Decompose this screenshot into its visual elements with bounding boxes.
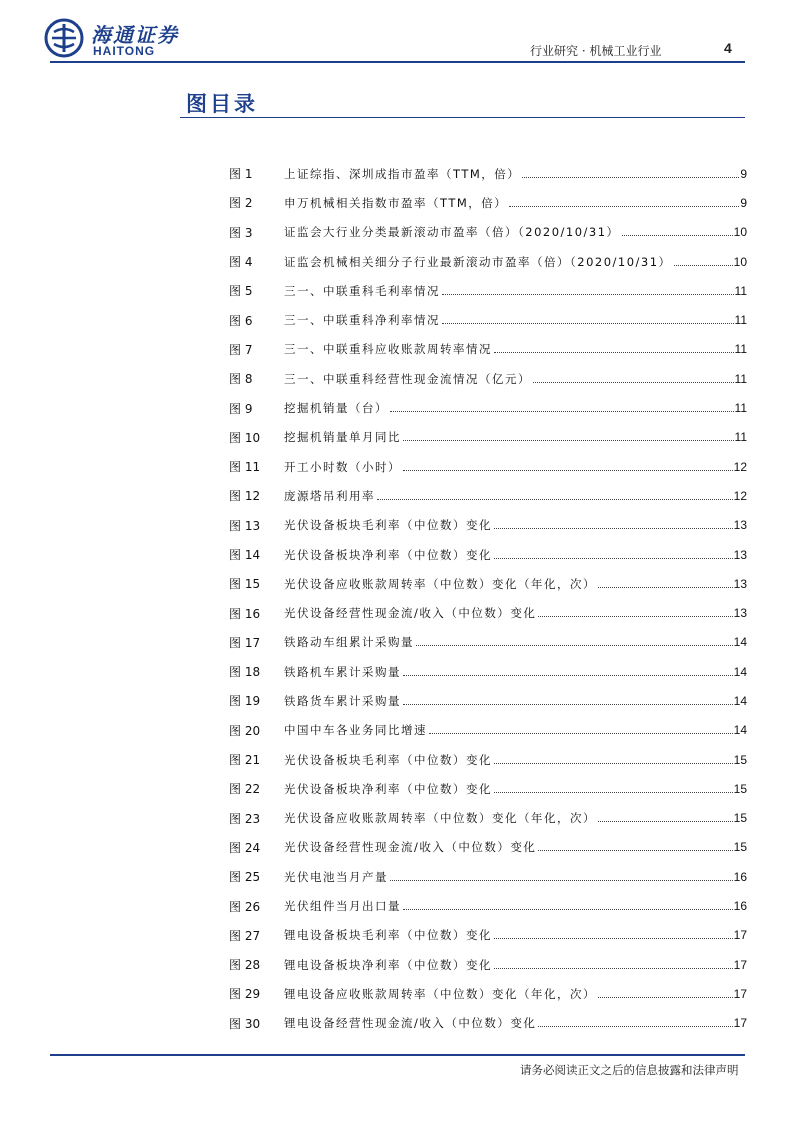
toc-entry[interactable] (229, 540, 747, 569)
toc-figure-label: 图 9 (229, 401, 253, 416)
toc-figure-title: 铁路货车累计采购量 (284, 693, 401, 708)
toc-figure-label: 图 19 (229, 694, 261, 709)
toc-figure-label: 图 22 (229, 782, 261, 797)
toc-entry[interactable] (229, 511, 747, 540)
toc-figure-title: 光伏设备应收账款周转率（中位数）变化（年化，次） (284, 576, 596, 591)
toc-page-number: 17 (733, 1016, 747, 1031)
toc-entry[interactable] (229, 364, 747, 393)
toc-figure-label: 图 8 (229, 372, 253, 387)
toc-figure-label: 图 18 (229, 665, 261, 680)
toc-entry[interactable] (229, 628, 747, 657)
toc-page-number: 9 (740, 195, 747, 210)
toc-figure-title: 中国中车各业务同比增速 (284, 723, 427, 738)
footer-disclaimer: 请务必阅读正文之后的信息披露和法律声明 (520, 1063, 739, 1077)
toc-entry[interactable] (229, 423, 747, 452)
toc-page-number: 11 (734, 342, 747, 357)
toc-entry[interactable] (229, 569, 747, 598)
toc-figure-label: 图 16 (229, 606, 261, 621)
toc-page-number: 13 (733, 547, 747, 562)
toc-figure-title: 三一、中联重科净利率情况 (284, 313, 440, 328)
toc-figure-title: 铁路动车组累计采购量 (284, 635, 414, 650)
toc-figure-label: 图 1 (229, 167, 253, 182)
toc-figure-title: 光伏设备经营性现金流/收入（中位数）变化 (284, 606, 537, 621)
toc-leader-dots (622, 234, 733, 236)
toc-figure-label: 图 25 (229, 870, 261, 885)
toc-leader-dots (390, 879, 733, 881)
toc-page-number: 15 (733, 811, 747, 826)
toc-figure-label: 图 28 (229, 958, 261, 973)
toc-page-number: 12 (733, 459, 747, 474)
toc-leader-dots (522, 176, 739, 178)
toc-figure-label: 图 15 (229, 577, 261, 592)
toc-figure-title: 证监会大行业分类最新滚动市盈率（倍）（2020/10/31） (284, 225, 620, 240)
toc-entry[interactable] (229, 276, 747, 305)
toc-page-number: 14 (733, 664, 747, 679)
toc-entry[interactable] (229, 979, 747, 1008)
toc-figure-title: 锂电设备板块净利率（中位数）变化 (284, 957, 492, 972)
toc-page-number: 17 (733, 957, 747, 972)
toc-leader-dots (416, 644, 733, 646)
toc-page-number: 13 (733, 576, 747, 591)
figure-list (229, 159, 747, 1038)
toc-leader-dots (538, 849, 732, 851)
toc-entry[interactable] (229, 833, 747, 862)
toc-page-number: 14 (733, 635, 747, 650)
toc-entry[interactable] (229, 218, 747, 247)
toc-leader-dots (538, 1025, 732, 1027)
toc-entry[interactable] (229, 862, 747, 891)
toc-page-number: 15 (733, 781, 747, 796)
toc-entry[interactable] (229, 686, 747, 715)
toc-leader-dots (494, 791, 733, 793)
toc-figure-title: 光伏组件当月出口量 (284, 899, 401, 914)
toc-figure-label: 图 4 (229, 255, 253, 270)
toc-figure-title: 光伏设备板块毛利率（中位数）变化 (284, 752, 492, 767)
toc-entry[interactable] (229, 716, 747, 745)
toc-figure-title: 光伏设备经营性现金流/收入（中位数）变化 (284, 840, 537, 855)
toc-figure-label: 图 20 (229, 723, 261, 738)
toc-figure-title: 开工小时数（小时） (284, 459, 401, 474)
logo-name-en: HAITONG (93, 44, 156, 58)
toc-figure-title: 挖掘机销量单月同比 (284, 430, 401, 445)
toc-figure-label: 图 14 (229, 548, 261, 562)
haitong-logo-icon (44, 18, 84, 58)
toc-page-number: 11 (734, 371, 747, 386)
header-divider (50, 61, 745, 63)
toc-entry[interactable] (229, 657, 747, 686)
toc-leader-dots (598, 820, 733, 822)
toc-entry[interactable] (229, 774, 747, 803)
toc-page-number: 9 (740, 166, 747, 181)
toc-figure-label: 图 29 (229, 987, 261, 1002)
toc-leader-dots (442, 322, 734, 324)
toc-page-number: 11 (734, 401, 747, 416)
toc-figure-title: 光伏电池当月产量 (284, 869, 388, 884)
toc-figure-title: 三一、中联重科应收账款周转率情况 (284, 342, 492, 357)
section-title: 图目录 (186, 92, 258, 116)
toc-figure-title: 光伏设备板块毛利率（中位数）变化 (284, 518, 492, 533)
toc-entry[interactable] (229, 804, 747, 833)
header-title: 行业研究 · 机械工业行业 (530, 44, 662, 58)
toc-figure-label: 图 2 (229, 196, 253, 211)
toc-page-number: 17 (733, 928, 747, 943)
toc-figure-title: 铁路机车累计采购量 (284, 664, 401, 679)
toc-leader-dots (538, 615, 732, 617)
toc-figure-label: 图 10 (229, 430, 261, 445)
toc-leader-dots (494, 967, 733, 969)
toc-leader-dots (429, 732, 733, 734)
toc-figure-label: 图 13 (229, 518, 261, 533)
toc-figure-title: 挖掘机销量（台） (284, 401, 388, 416)
toc-leader-dots (598, 586, 733, 588)
toc-leader-dots (403, 439, 734, 441)
toc-figure-title: 光伏设备板块净利率（中位数）变化 (284, 547, 492, 562)
toc-page-number: 12 (733, 488, 747, 503)
toc-leader-dots (442, 293, 734, 295)
toc-figure-label: 图 27 (229, 928, 261, 943)
toc-entry[interactable] (229, 921, 747, 950)
toc-figure-title: 庞源塔吊利用率 (284, 488, 375, 503)
toc-leader-dots (509, 205, 739, 207)
toc-page-number: 11 (734, 313, 747, 328)
toc-figure-title: 上证综指、深圳成指市盈率（TTM，倍） (284, 166, 521, 181)
toc-leader-dots (494, 557, 733, 559)
toc-page-number: 14 (733, 693, 747, 708)
toc-figure-label: 图 5 (229, 284, 253, 299)
toc-figure-label: 图 24 (229, 840, 261, 855)
toc-figure-label: 图 12 (229, 489, 261, 504)
toc-leader-dots (403, 674, 733, 676)
toc-page-number: 14 (733, 723, 747, 738)
toc-figure-label: 图 26 (229, 899, 261, 914)
toc-leader-dots (494, 527, 733, 529)
toc-entry[interactable] (229, 891, 747, 920)
toc-leader-dots (494, 351, 734, 353)
toc-leader-dots (403, 703, 733, 705)
toc-entry[interactable] (229, 247, 747, 276)
toc-figure-title: 锂电设备应收账款周转率（中位数）变化（年化，次） (284, 986, 596, 1001)
toc-page-number: 15 (733, 752, 747, 767)
page-number: 4 (724, 40, 732, 56)
toc-leader-dots (377, 498, 733, 500)
toc-page-number: 13 (733, 606, 747, 621)
toc-entry[interactable] (229, 335, 747, 364)
toc-entry[interactable] (229, 598, 747, 627)
toc-page-number: 10 (733, 225, 747, 240)
toc-figure-title: 光伏设备应收账款周转率（中位数）变化（年化，次） (284, 811, 596, 826)
toc-entry[interactable] (229, 188, 747, 217)
toc-page-number: 16 (733, 869, 747, 884)
toc-figure-label: 图 7 (229, 342, 253, 357)
toc-figure-label: 图 11 (229, 460, 261, 475)
toc-page-number: 10 (733, 254, 747, 269)
company-logo (44, 18, 234, 58)
toc-leader-dots (494, 762, 733, 764)
toc-figure-title: 申万机械相关指数市盈率（TTM，倍） (284, 195, 508, 210)
toc-leader-dots (674, 264, 733, 266)
toc-leader-dots (403, 469, 733, 471)
toc-entry[interactable] (229, 745, 747, 774)
toc-figure-label: 图 23 (229, 811, 261, 826)
toc-entry[interactable] (229, 452, 747, 481)
toc-leader-dots (494, 937, 733, 939)
toc-entry[interactable] (229, 393, 747, 422)
toc-figure-title: 三一、中联重科毛利率情况 (284, 283, 440, 298)
toc-page-number: 13 (733, 518, 747, 533)
toc-figure-label: 图 30 (229, 1016, 261, 1031)
toc-figure-title: 证监会机械相关细分子行业最新滚动市盈率（倍）（2020/10/31） (284, 254, 672, 269)
toc-figure-label: 图 17 (229, 635, 261, 650)
toc-figure-label: 图 3 (229, 225, 253, 240)
toc-page-number: 16 (733, 899, 747, 914)
toc-page-number: 11 (734, 283, 747, 298)
toc-figure-title: 锂电设备板块毛利率（中位数）变化 (284, 928, 492, 943)
logo-name-cn: 海通证券 (91, 23, 179, 47)
toc-entry[interactable] (229, 305, 747, 334)
toc-figure-label: 图 21 (229, 753, 261, 768)
toc-entry[interactable] (229, 159, 747, 188)
toc-leader-dots (403, 908, 733, 910)
toc-entry[interactable] (229, 950, 747, 979)
toc-entry[interactable] (229, 481, 747, 510)
toc-figure-label: 图 6 (229, 313, 253, 328)
toc-leader-dots (533, 381, 734, 383)
section-divider (180, 117, 745, 118)
toc-page-number: 15 (733, 840, 747, 855)
toc-leader-dots (598, 996, 733, 998)
toc-figure-title: 锂电设备经营性现金流/收入（中位数）变化 (284, 1016, 537, 1031)
toc-page-number: 17 (733, 986, 747, 1001)
toc-figure-title: 三一、中联重科经营性现金流情况（亿元） (284, 371, 531, 386)
toc-figure-title: 光伏设备板块净利率（中位数）变化 (284, 781, 492, 796)
footer-divider (50, 1054, 745, 1056)
toc-leader-dots (390, 410, 734, 412)
toc-entry[interactable] (229, 1009, 747, 1038)
toc-page-number: 11 (734, 430, 747, 445)
